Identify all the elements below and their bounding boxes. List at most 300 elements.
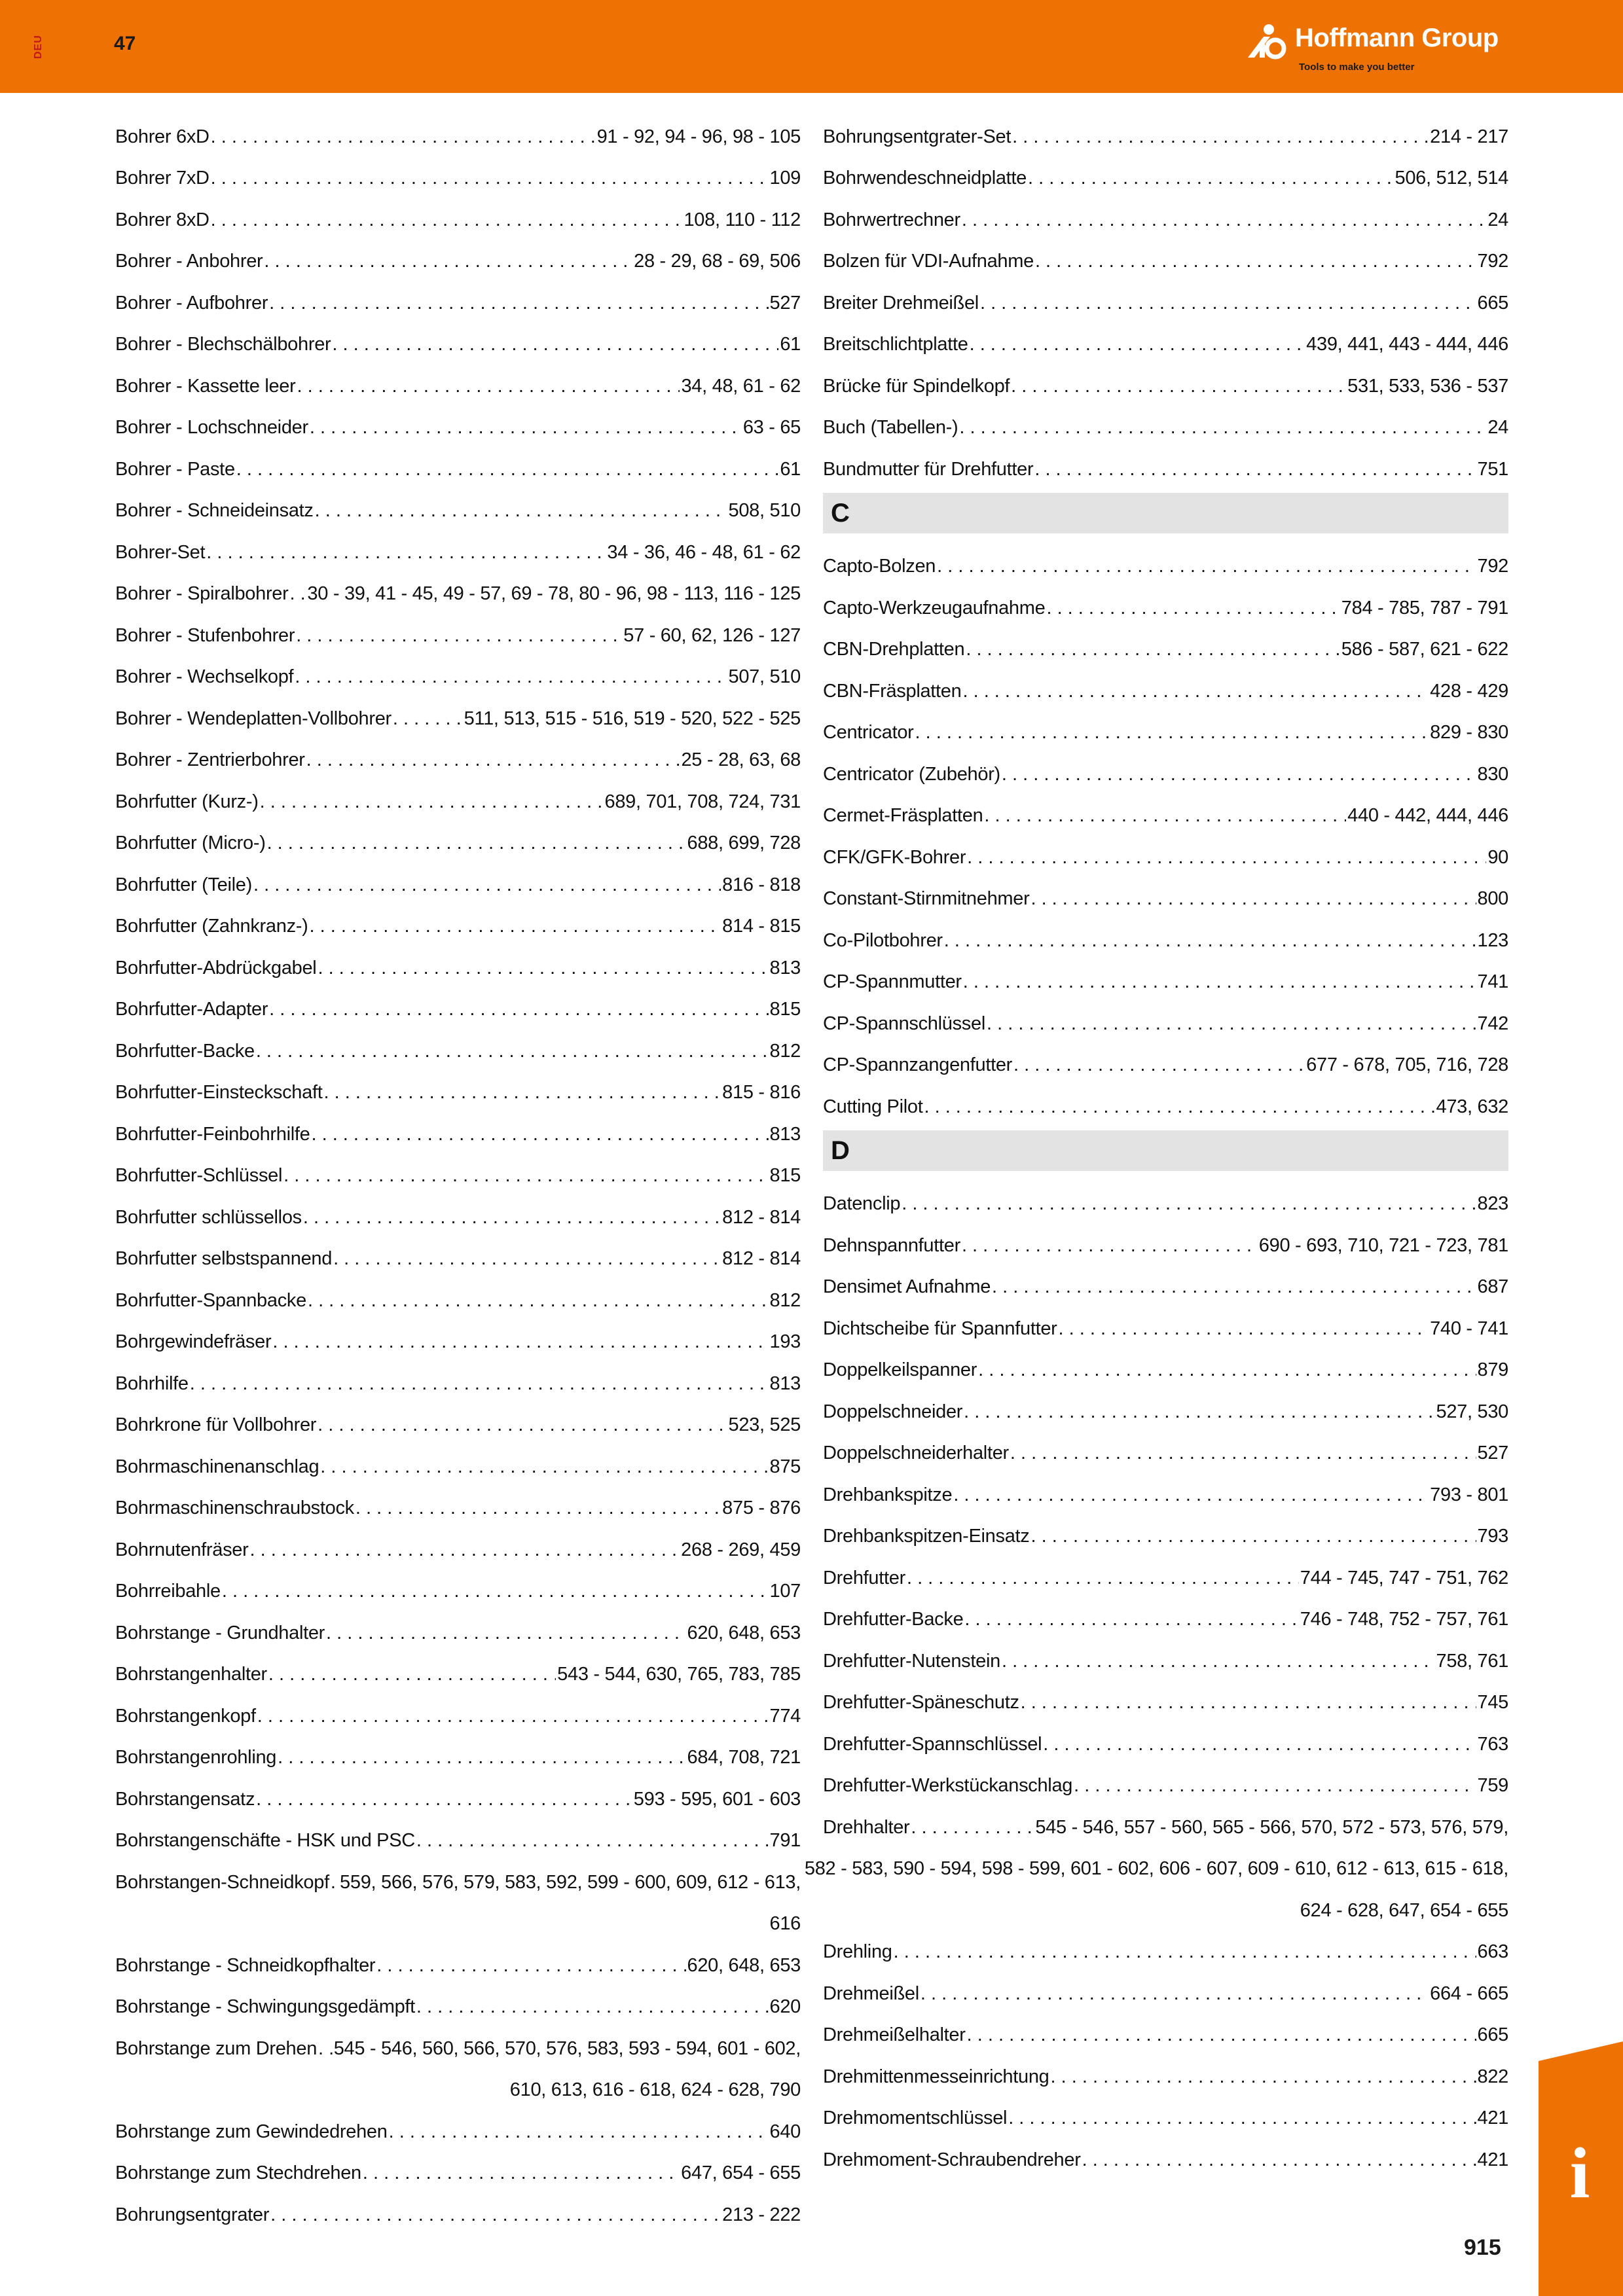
index-entry[interactable] [115, 1442, 801, 1484]
index-entry[interactable] [823, 1263, 1508, 1304]
index-pages[interactable]: 545 - 546, 560, 566, 570, 576, 583, 593 - 594, 601 - 602, [333, 2037, 801, 2059]
index-pages[interactable]: 793 [1477, 1526, 1508, 1547]
index-term: Bohrungsentgrater-Set [823, 126, 1012, 147]
index-pages[interactable]: 822 [1477, 2066, 1508, 2087]
index-entry[interactable] [115, 2190, 801, 2232]
dot-leader [1011, 369, 1346, 403]
index-entry[interactable] [115, 1151, 801, 1193]
index-pages[interactable]: 816 - 818 [722, 874, 801, 895]
dot-leader [260, 785, 604, 819]
index-entry[interactable] [115, 1026, 801, 1068]
index-pages[interactable]: 527 [769, 292, 801, 314]
dot-leader [962, 203, 1486, 237]
index-term: Bohrfutter schlüssellos [115, 1206, 302, 1228]
dot-leader [269, 286, 768, 320]
index-pages[interactable]: 28 - 29, 68 - 69, 506 [634, 251, 801, 272]
index-entry[interactable] [115, 653, 801, 694]
index-term: Bohrer - Aufbohrer [115, 292, 268, 314]
dot-leader [278, 1740, 685, 1774]
index-pages[interactable]: 620, 648, 653 [687, 1954, 801, 1976]
dot-leader [1008, 2101, 1476, 2135]
dot-leader [1059, 1312, 1429, 1346]
index-pages[interactable]: 25 - 28, 63, 68 [681, 749, 801, 770]
index-pages[interactable]: 523, 525 [728, 1414, 801, 1435]
dot-leader [310, 410, 742, 444]
index-pages[interactable]: 746 - 748, 752 - 757, 761 [1300, 1609, 1508, 1630]
index-pages[interactable]: 507, 510 [728, 666, 801, 687]
index-pages-continued[interactable]: 624 - 628, 647, 654 - 655 [1300, 1899, 1508, 1921]
index-term: Bohrmaschinenanschlag [115, 1456, 319, 1477]
index-term: CFK/GFK-Bohrer [823, 846, 966, 868]
index-entry[interactable] [823, 833, 1508, 874]
index-pages[interactable]: 640 [769, 2121, 801, 2142]
info-icon: i [1569, 2133, 1590, 2213]
index-term: Bohrungsentgrater [115, 2204, 270, 2225]
dot-leader [267, 826, 686, 860]
index-pages[interactable]: 506, 512, 514 [1395, 168, 1508, 188]
index-pages[interactable]: 815 - 816 [722, 1082, 801, 1103]
index-pages[interactable]: 875 - 876 [722, 1498, 801, 1518]
index-term: Bohrstange - Schneidkopfhalter [115, 1954, 376, 1976]
index-term: Bohrfutter-Spannbacke [115, 1289, 306, 1311]
index-entry[interactable] [823, 1678, 1508, 1720]
index-pages[interactable]: 107 [769, 1581, 801, 1602]
index-entry[interactable] [823, 958, 1508, 999]
index-pages[interactable]: 690 - 693, 710, 721 - 723, 781 [1258, 1234, 1508, 1256]
index-pages[interactable]: 879 [1477, 1359, 1508, 1380]
index-entry[interactable] [115, 486, 801, 528]
index-pages[interactable]: 745 [1477, 1692, 1508, 1713]
index-entry[interactable] [115, 611, 801, 653]
index-entry[interactable] [115, 1109, 801, 1151]
index-term: CBN-Fräsplatten [823, 680, 962, 702]
index-pages[interactable]: 740 - 741 [1430, 1318, 1508, 1339]
index-term: CP-Spannmutter [823, 971, 962, 992]
index-pages[interactable]: 268 - 269, 459 [681, 1539, 801, 1560]
index-pages[interactable]: 620, 648, 653 [687, 1622, 801, 1643]
index-term: Bohrer - Spiralbohrer [115, 583, 289, 604]
index-entry[interactable] [823, 320, 1508, 362]
index-entry[interactable] [115, 278, 801, 320]
index-term: Drehfutter-Späneschutz [823, 1692, 1019, 1713]
index-term: Bolzen für VDI-Aufnahme [823, 251, 1034, 272]
index-pages[interactable]: 193 [769, 1331, 801, 1352]
index-pages[interactable]: 664 - 665 [1430, 1982, 1508, 2004]
index-entry[interactable] [823, 1179, 1508, 1221]
index-term: Bohrstangenschäfte - HSK und PSC [115, 1830, 415, 1851]
index-pages[interactable]: 593 - 595, 601 - 603 [633, 1788, 801, 1810]
index-pages[interactable]: 812 - 814 [722, 1248, 801, 1269]
index-pages[interactable]: 24 [1487, 209, 1508, 230]
dot-leader [306, 743, 680, 777]
index-entry[interactable] [115, 1276, 801, 1318]
index-pages[interactable]: 830 [1477, 763, 1508, 785]
index-term: Drehling [823, 1941, 892, 1962]
dot-leader [970, 327, 1305, 361]
index-entry[interactable] [823, 1346, 1508, 1388]
index-pages[interactable]: 677 - 678, 705, 716, 728 [1306, 1054, 1508, 1075]
index-pages[interactable]: 791 [769, 1830, 801, 1851]
dot-leader [1002, 757, 1476, 791]
index-term: Drehfutter-Backe [823, 1609, 964, 1630]
index-pages[interactable]: 123 [1477, 929, 1508, 951]
dot-leader [272, 1325, 768, 1359]
index-pages[interactable]: 30 - 39, 41 - 45, 49 - 57, 69 - 78, 80 - 96, 98 - 113, 116 - 125 [307, 583, 801, 604]
index-term: Breitschlichtplatte [823, 334, 968, 355]
index-entry[interactable] [115, 1401, 801, 1443]
dot-leader [290, 577, 306, 611]
index-entry[interactable] [115, 1525, 801, 1567]
index-entry[interactable] [115, 1691, 801, 1733]
index-term: CP-Spannschlüssel [823, 1013, 985, 1034]
index-entry[interactable] [115, 1234, 801, 1276]
index-pages[interactable]: 812 [769, 1289, 801, 1311]
index-entry[interactable] [115, 112, 801, 154]
index-term: Drehmeißelhalter [823, 2024, 966, 2045]
index-pages[interactable]: 812 - 814 [722, 1206, 801, 1228]
index-entry[interactable] [115, 694, 801, 736]
index-entry[interactable] [115, 361, 801, 403]
index-entry[interactable] [115, 1982, 801, 2024]
dot-leader [236, 452, 779, 486]
index-term: Datenclip [823, 1193, 901, 1214]
dot-leader [1043, 1727, 1476, 1761]
index-entry[interactable] [115, 943, 801, 985]
index-entry[interactable] [115, 1733, 801, 1775]
index-entry[interactable] [115, 1857, 801, 1899]
index-pages[interactable]: 559, 566, 576, 579, 583, 592, 599 - 600, 609, 612 - 613, [340, 1871, 801, 1893]
index-pages[interactable]: 763 [1477, 1733, 1508, 1755]
index-entry[interactable] [823, 1969, 1508, 2011]
index-term: Bohrer 6xD [115, 126, 210, 147]
index-pages[interactable]: 428 - 429 [1430, 680, 1508, 702]
index-entry[interactable] [823, 237, 1508, 279]
index-entry[interactable] [823, 1803, 1508, 1844]
index-pages[interactable]: 647, 654 - 655 [681, 2162, 801, 2183]
index-entry[interactable] [823, 542, 1508, 584]
index-term: Bohrfutter-Schlüssel [115, 1165, 283, 1186]
index-pages[interactable]: 742 [1477, 1013, 1508, 1034]
dot-leader [937, 549, 1476, 583]
index-entry[interactable] [115, 195, 801, 237]
index-pages[interactable]: 473, 632 [1436, 1096, 1508, 1117]
dot-leader [1010, 1436, 1476, 1470]
index-term: Bohrer - Zentrierbohrer [115, 749, 305, 770]
dot-leader [303, 1200, 721, 1234]
index-term: Bohrfutter (Micro-) [115, 833, 266, 853]
index-pages[interactable]: 545 - 546, 557 - 560, 565 - 566, 570, 572 - 573, 576, 579, [1035, 1816, 1508, 1838]
index-pages-continued[interactable]: 616 [769, 1913, 801, 1934]
index-entry[interactable] [823, 1928, 1508, 1969]
index-pages[interactable]: 792 [1477, 251, 1508, 272]
index-pages[interactable]: 61 [780, 334, 801, 355]
index-pages[interactable]: 665 [1477, 292, 1508, 314]
index-pages[interactable]: 531, 533, 536 - 537 [1347, 375, 1508, 397]
index-pages[interactable]: 109 [769, 168, 801, 188]
dot-leader [297, 369, 680, 403]
index-term: Bohrer - Stufenbohrer [115, 624, 295, 646]
index-term: Bohrstangenhalter [115, 1664, 267, 1685]
index-entry[interactable] [823, 278, 1508, 320]
index-term: Drehbankspitze [823, 1484, 953, 1505]
index-term: Bohrer - Wendeplatten-Vollbohrer [115, 708, 392, 729]
index-pages[interactable]: 213 - 222 [722, 2204, 801, 2225]
dot-leader [311, 1117, 768, 1151]
index-entry[interactable] [115, 777, 801, 819]
index-pages[interactable]: 689, 701, 708, 724, 731 [604, 791, 801, 812]
index-pages[interactable]: 741 [1477, 971, 1508, 992]
index-entry[interactable] [823, 1387, 1508, 1429]
dot-leader [1051, 2060, 1476, 2094]
index-pages[interactable]: 829 - 830 [1430, 722, 1508, 743]
index-entry[interactable] [115, 985, 801, 1027]
index-pages[interactable]: 684, 708, 721 [687, 1747, 801, 1768]
index-entry[interactable] [823, 2094, 1508, 2136]
index-pages[interactable]: 813 [769, 1372, 801, 1394]
dot-leader [253, 868, 721, 902]
index-entry[interactable] [115, 860, 801, 902]
dot-leader [1002, 1644, 1435, 1678]
index-pages[interactable]: 800 [1477, 888, 1508, 909]
index-pages[interactable]: 440 - 442, 444, 446 [1347, 805, 1508, 826]
index-pages[interactable]: 823 [1477, 1193, 1508, 1214]
index-entry[interactable] [115, 1650, 801, 1692]
dot-leader [1030, 882, 1476, 916]
index-entry[interactable] [823, 2011, 1508, 2053]
dot-leader [356, 1491, 721, 1525]
index-term: Bohrer - Anbohrer [115, 251, 263, 272]
index-entry[interactable] [115, 320, 801, 362]
index-entry[interactable] [823, 1512, 1508, 1554]
index-pages[interactable]: 90 [1487, 846, 1508, 868]
index-entry[interactable] [823, 403, 1508, 445]
index-term: Bohrer 8xD [115, 209, 210, 230]
index-entry[interactable] [115, 1359, 801, 1401]
index-entry[interactable] [823, 583, 1508, 625]
index-pages-continued[interactable]: 582 - 583, 590 - 594, 598 - 599, 601 - 602, 606 - 607, 609 - 610, 612 - 613, 615 - 618, [804, 1858, 1508, 1879]
index-entry[interactable] [823, 1304, 1508, 1346]
index-entry[interactable] [115, 1318, 801, 1359]
dot-leader [962, 1229, 1258, 1263]
index-term: Bohrstangen-Schneidkopf [115, 1871, 329, 1893]
index-pages[interactable]: 758, 761 [1436, 1650, 1508, 1672]
dot-leader [332, 327, 778, 361]
index-pages[interactable]: 543 - 544, 630, 765, 783, 785 [557, 1664, 801, 1685]
index-term: Bohrstange zum Drehen [115, 2037, 318, 2059]
index-entry[interactable] [823, 1429, 1508, 1471]
index-pages[interactable]: 24 [1487, 417, 1508, 438]
dot-leader [363, 2156, 680, 2190]
index-pages[interactable]: 665 [1477, 2024, 1508, 2045]
index-entry[interactable] [823, 1595, 1508, 1637]
dot-leader [257, 1699, 769, 1733]
dot-leader [393, 702, 463, 736]
index-pages[interactable]: 91 - 92, 94 - 96, 98 - 105 [596, 126, 801, 147]
index-pages[interactable]: 744 - 745, 747 - 751, 762 [1300, 1567, 1508, 1588]
index-pages[interactable]: 792 [1477, 556, 1508, 577]
index-term: Centricator (Zubehör) [823, 763, 1000, 785]
index-term: Bohrer - Kassette leer [115, 375, 296, 397]
dot-leader [966, 632, 1340, 666]
index-term: Drehhalter [823, 1816, 910, 1838]
index-entry[interactable] [823, 195, 1508, 237]
index-pages[interactable]: 759 [1477, 1775, 1508, 1796]
index-entry[interactable] [823, 916, 1508, 958]
index-entry[interactable] [115, 1608, 801, 1650]
index-entry[interactable] [823, 1221, 1508, 1263]
dot-leader [1046, 591, 1340, 625]
index-term: Dichtscheibe für Spannfutter [823, 1318, 1057, 1339]
index-entry[interactable] [115, 1816, 801, 1858]
index-term: Drehbankspitzen-Einsatz [823, 1526, 1030, 1547]
index-term: Drehmittenmesseinrichtung [823, 2066, 1049, 2087]
index-pages[interactable]: 875 [769, 1456, 801, 1477]
index-entry[interactable] [823, 708, 1508, 750]
index-pages[interactable]: 814 - 815 [722, 916, 801, 937]
index-entry[interactable] [115, 403, 801, 445]
index-pages[interactable]: 586 - 587, 621 - 622 [1341, 639, 1508, 660]
index-entry[interactable] [823, 749, 1508, 791]
index-entry[interactable] [115, 1567, 801, 1609]
index-entry[interactable] [823, 2135, 1508, 2177]
index-pages[interactable]: 61 [780, 458, 801, 480]
index-pages[interactable]: 687 [1477, 1276, 1508, 1297]
index-term: Bohrwertrechner [823, 209, 960, 230]
index-entry[interactable] [115, 1774, 801, 1816]
index-entry[interactable] [823, 1719, 1508, 1761]
index-entry[interactable] [115, 154, 801, 196]
dot-leader [315, 493, 727, 528]
index-entry[interactable] [823, 112, 1508, 154]
index-entry[interactable] [115, 2107, 801, 2149]
index-term: Bohrhilfe [115, 1372, 189, 1394]
dot-leader [269, 992, 768, 1026]
index-entry[interactable] [823, 1761, 1508, 1803]
index-term: Bohrkrone für Vollbohrer [115, 1414, 317, 1435]
index-term: Bohrer-Set [115, 541, 206, 563]
index-entry[interactable] [115, 569, 801, 611]
index-term: Doppelschneider [823, 1401, 963, 1422]
index-pages[interactable]: 688, 699, 728 [687, 833, 801, 853]
index-entry[interactable] [823, 666, 1508, 708]
dot-leader [270, 2198, 721, 2232]
index-pages[interactable]: 815 [769, 999, 801, 1020]
index-entry[interactable] [823, 1041, 1508, 1083]
index-entry[interactable] [823, 1470, 1508, 1512]
index-entry[interactable] [115, 902, 801, 944]
index-term: Dehnspannfutter [823, 1234, 960, 1256]
index-pages[interactable]: 57 - 60, 62, 126 - 127 [623, 624, 801, 646]
index-pages[interactable]: 508, 510 [728, 500, 801, 521]
index-entry[interactable] [823, 1082, 1508, 1124]
index-entry[interactable] [115, 444, 801, 486]
index-entry[interactable] [823, 1553, 1508, 1595]
index-term: Bohrstange zum Stechdrehen [115, 2162, 361, 2183]
index-entry[interactable] [823, 874, 1508, 916]
index-entry[interactable] [115, 1484, 801, 1526]
dot-leader [924, 1090, 1434, 1124]
index-pages[interactable]: 793 - 801 [1430, 1484, 1508, 1505]
index-pages[interactable]: 34 - 36, 46 - 48, 61 - 62 [607, 541, 801, 563]
index-pages[interactable]: 620 [769, 1996, 801, 2017]
index-term: Bohrfutter selbstspannend [115, 1248, 333, 1269]
index-pages[interactable]: 663 [1477, 1941, 1508, 1962]
hoffmann-logo-icon [1244, 22, 1296, 62]
dot-leader [211, 203, 683, 237]
index-term: Centricator [823, 722, 914, 743]
language-code: DEU [33, 35, 44, 59]
index-pages[interactable]: 784 - 785, 787 - 791 [1341, 597, 1508, 619]
dot-leader [992, 1270, 1476, 1304]
index-entry[interactable] [823, 625, 1508, 667]
index-entry[interactable] [115, 819, 801, 861]
index-entry[interactable] [115, 1941, 801, 1982]
index-pages[interactable]: 439, 441, 443 - 444, 446 [1306, 334, 1508, 355]
index-entry[interactable] [823, 361, 1508, 403]
index-term: Buch (Tabellen-) [823, 417, 958, 438]
index-pages[interactable]: 527, 530 [1436, 1401, 1508, 1422]
dot-leader [296, 619, 622, 653]
index-pages[interactable]: 812 [769, 1040, 801, 1062]
index-term: Bohrfutter-Abdrückgabel [115, 957, 317, 978]
dot-leader [333, 1242, 721, 1276]
index-pages-continued[interactable]: 610, 613, 616 - 618, 624 - 628, 790 [509, 2079, 801, 2100]
index-pages[interactable]: 511, 513, 515 - 516, 519 - 520, 522 - 525 [464, 708, 801, 729]
index-entry[interactable] [823, 154, 1508, 196]
index-entry[interactable] [115, 2149, 801, 2191]
index-entry[interactable] [115, 1193, 801, 1234]
index-entry[interactable] [115, 528, 801, 569]
index-entry[interactable] [115, 237, 801, 279]
dot-leader [967, 840, 1486, 874]
dot-leader [907, 1561, 1299, 1595]
index-pages[interactable]: 774 [769, 1705, 801, 1727]
dot-leader [283, 1158, 768, 1193]
index-pages[interactable]: 813 [769, 957, 801, 978]
dot-leader [921, 1977, 1429, 2011]
index-entry[interactable] [823, 1636, 1508, 1678]
index-pages[interactable]: 815 [769, 1165, 801, 1186]
index-term: Cutting Pilot [823, 1096, 923, 1117]
dot-leader [987, 1007, 1476, 1041]
index-entry[interactable] [823, 444, 1508, 486]
index-pages[interactable]: 108, 110 - 112 [684, 209, 801, 230]
index-pages[interactable]: 214 - 217 [1430, 126, 1508, 147]
dot-leader [980, 286, 1476, 320]
index-term: Brücke für Spindelkopf [823, 375, 1010, 397]
dot-leader [978, 1353, 1476, 1387]
index-entry[interactable] [115, 1068, 801, 1110]
index-pages[interactable]: 63 - 65 [742, 417, 801, 438]
index-pages[interactable]: 421 [1477, 2149, 1508, 2170]
index-entry[interactable] [823, 2052, 1508, 2094]
dot-leader [416, 1990, 769, 2024]
index-pages[interactable]: 421 [1477, 2108, 1508, 2128]
index-pages[interactable]: 527 [1477, 1443, 1508, 1463]
index-pages[interactable]: 813 [769, 1123, 801, 1145]
index-entry[interactable] [823, 791, 1508, 833]
index-term: CP-Spannzangenfutter [823, 1054, 1013, 1075]
index-entry[interactable] [823, 999, 1508, 1041]
index-term: Bundmutter für Drehfutter [823, 458, 1034, 480]
index-entry[interactable] [115, 2024, 801, 2066]
dot-leader [318, 1408, 727, 1442]
index-entry[interactable] [115, 736, 801, 778]
index-pages[interactable]: 751 [1477, 458, 1508, 480]
hoffmann-logo[interactable] [1244, 20, 1519, 79]
index-pages[interactable]: 34, 48, 61 - 62 [681, 375, 801, 397]
dot-leader [249, 1533, 680, 1567]
